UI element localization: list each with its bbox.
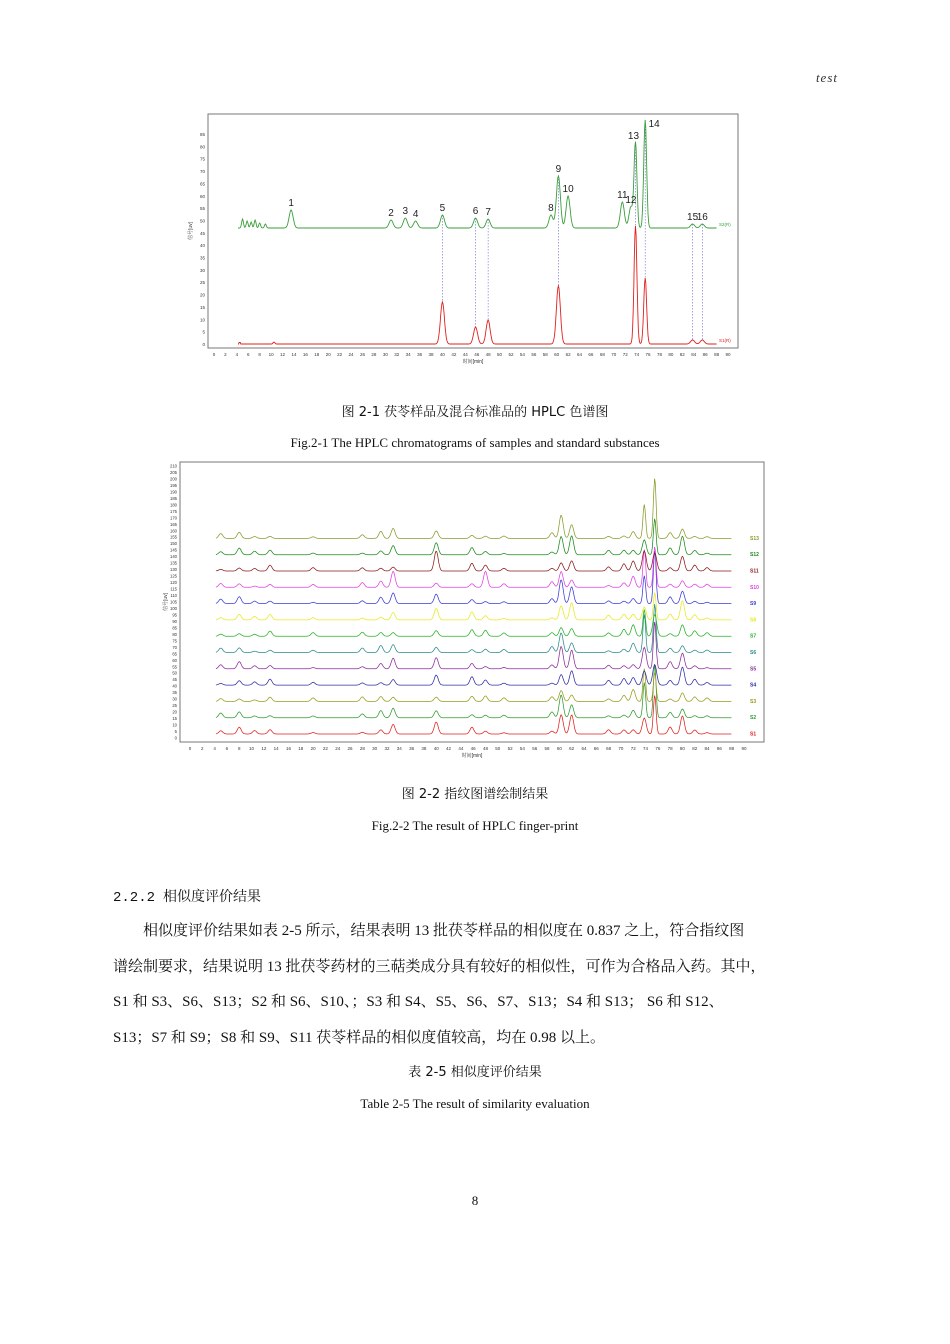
- y-tick-label: 15: [172, 716, 177, 722]
- paragraph-line: 相似度评价结果如表 2-5 所示，结果表明 13 批茯苓样品的相似度在 0.837 之上，符合指纹图: [143, 923, 745, 939]
- paragraph-line: 谱绘制要求，结果说明 13 批茯苓药材的三萜类成分具有较好的相似性，可作为合格品入药。其中，: [113, 958, 766, 975]
- y-tick-label: 105: [170, 599, 177, 605]
- x-tick-label: 28: [359, 746, 365, 751]
- peak-label: 4: [412, 209, 419, 220]
- x-tick-label: 42: [451, 352, 457, 357]
- series-label: S13: [750, 535, 759, 542]
- y-tick-label: 15: [199, 304, 205, 310]
- x-tick-label: 80: [668, 352, 674, 357]
- figure-1-chromatogram: [180, 108, 770, 370]
- peak-label: 12: [625, 195, 637, 206]
- figure-1-caption-cn: 图 2-1 茯苓样品及混合标准品的 HPLC 色谱图: [341, 405, 609, 420]
- x-tick-label: 78: [667, 746, 673, 751]
- x-tick-label: 74: [643, 746, 649, 751]
- peak-label: 9: [555, 164, 562, 175]
- y-tick-label: 70: [199, 169, 205, 175]
- x-tick-label: 38: [428, 352, 434, 357]
- table-caption-cn: 表 2-5 相似度评价结果: [408, 1065, 542, 1080]
- x-tick-label: 48: [482, 746, 488, 751]
- series-label: S7: [750, 633, 757, 640]
- y-tick-label: 90: [172, 618, 177, 624]
- peak-label: 5: [439, 203, 446, 214]
- x-tick-label: 50: [495, 746, 501, 751]
- x-tick-label: 32: [394, 352, 400, 357]
- x-tick-label: 30: [372, 746, 378, 751]
- y-tick-label: 10: [172, 722, 177, 728]
- series-label: S3: [750, 698, 757, 705]
- y-tick-label: 210: [170, 463, 177, 469]
- x-tick-label: 44: [462, 352, 468, 357]
- x-tick-label: 16: [285, 746, 291, 751]
- y-tick-label: 185: [170, 495, 177, 501]
- y-tick-label: 65: [199, 181, 205, 187]
- y-tick-label: 35: [199, 255, 205, 261]
- x-tick-label: 6: [225, 746, 229, 751]
- peak-label: 10: [562, 184, 574, 195]
- x-tick-label: 18: [298, 746, 304, 751]
- y-tick-label: 135: [170, 560, 177, 566]
- series-label: S12: [750, 552, 759, 559]
- x-tick-label: 54: [519, 746, 525, 751]
- y-tick-label: 100: [170, 605, 177, 611]
- y-tick-label: 190: [170, 489, 177, 495]
- figure-2-caption-en: Fig.2-2 The result of HPLC finger-print: [371, 818, 579, 833]
- x-tick-label: 8: [258, 352, 261, 357]
- page-number: 8: [471, 1193, 479, 1208]
- y-tick-label: 25: [172, 703, 177, 709]
- x-tick-label: 36: [409, 746, 415, 751]
- x-tick-label: 46: [470, 746, 476, 751]
- peak-label: 2: [388, 208, 394, 219]
- y-tick-label: 175: [170, 508, 177, 514]
- x-tick-label: 82: [692, 746, 698, 751]
- x-tick-label: 0: [212, 352, 216, 357]
- x-tick-label: 84: [691, 352, 697, 357]
- y-tick-label: 30: [172, 696, 177, 702]
- x-tick-label: 38: [421, 746, 427, 751]
- y-tick-label: 10: [199, 317, 205, 323]
- y-tick-label: 80: [199, 144, 205, 150]
- x-tick-label: 22: [322, 746, 328, 751]
- y-axis-label: 信号[uv]: [163, 592, 169, 612]
- series-line: [216, 665, 732, 718]
- x-tick-label: 88: [714, 352, 720, 357]
- y-tick-label: 20: [199, 292, 205, 298]
- x-tick-label: 50: [497, 352, 503, 357]
- y-tick-label: 40: [172, 683, 177, 689]
- trace-label: S2(R): [719, 222, 731, 227]
- x-tick-label: 40: [439, 352, 445, 357]
- figure-2-fingerprint: [158, 458, 790, 762]
- y-tick-label: 75: [199, 156, 205, 162]
- x-tick-label: 70: [611, 352, 617, 357]
- x-tick-label: 14: [273, 746, 279, 751]
- y-tick-label: 25: [199, 280, 205, 286]
- x-tick-label: 34: [396, 746, 402, 751]
- x-tick-label: 52: [508, 352, 514, 357]
- y-tick-label: 5: [202, 329, 205, 335]
- x-tick-label: 32: [384, 746, 390, 751]
- x-tick-label: 44: [458, 746, 464, 751]
- x-tick-label: 2: [201, 746, 204, 751]
- x-tick-label: 0: [188, 746, 192, 751]
- series-label: S8: [750, 617, 757, 624]
- table-caption-en: Table 2-5 The result of similarity evaluation: [360, 1096, 590, 1111]
- y-tick-label: 130: [170, 567, 177, 573]
- x-tick-label: 62: [565, 352, 571, 357]
- x-axis-label: 时间[min]: [462, 359, 484, 365]
- y-tick-label: 170: [170, 515, 177, 521]
- paragraph-line: S13；S7 和 S9；S8 和 S9、S11 茯苓样品的相似度值较高，均在 0.98 以上。: [113, 1029, 605, 1046]
- peak-label: 13: [627, 131, 640, 142]
- section-number: 2.2.2: [113, 890, 156, 906]
- peak-label: 15: [687, 212, 699, 223]
- x-tick-label: 14: [291, 352, 297, 357]
- y-tick-label: 45: [172, 677, 177, 683]
- y-tick-label: 65: [172, 651, 177, 657]
- x-tick-label: 42: [446, 746, 452, 751]
- x-tick-label: 90: [725, 352, 731, 357]
- y-tick-label: 205: [170, 469, 177, 475]
- figure-1-caption-en: Fig.2-1 The HPLC chromatograms of samples and standard substances: [290, 435, 660, 450]
- y-tick-label: 0: [174, 735, 177, 741]
- y-tick-label: 95: [172, 612, 177, 618]
- peak-label: 14: [648, 119, 660, 130]
- x-tick-label: 4: [213, 746, 216, 751]
- x-tick-label: 68: [599, 352, 605, 357]
- y-tick-label: 50: [199, 218, 205, 224]
- x-tick-label: 54: [519, 352, 525, 357]
- y-tick-label: 160: [170, 528, 177, 534]
- y-tick-label: 120: [170, 580, 177, 586]
- x-tick-label: 26: [359, 352, 365, 357]
- x-tick-label: 24: [335, 746, 341, 751]
- series-label: S11: [750, 568, 759, 575]
- y-tick-label: 70: [172, 644, 177, 650]
- peak-label: 11: [617, 190, 628, 201]
- y-tick-label: 155: [170, 534, 177, 540]
- x-tick-label: 60: [554, 352, 560, 357]
- x-tick-label: 28: [371, 352, 377, 357]
- y-tick-label: 50: [172, 670, 177, 676]
- x-tick-label: 84: [704, 746, 710, 751]
- x-tick-label: 34: [405, 352, 411, 357]
- section-title: 相似度评价结果: [163, 889, 262, 905]
- x-tick-label: 62: [569, 746, 575, 751]
- y-tick-label: 85: [199, 132, 205, 137]
- x-tick-label: 58: [544, 746, 550, 751]
- trace-label: S1(R): [719, 338, 731, 343]
- series-label: S4: [750, 682, 757, 689]
- peak-label: 3: [402, 206, 409, 217]
- x-tick-label: 90: [741, 746, 747, 751]
- x-axis-label: 时间[min]: [461, 753, 483, 759]
- section-paragraph: [113, 914, 843, 1056]
- series-label: S9: [750, 601, 757, 608]
- y-tick-label: 60: [199, 193, 205, 199]
- y-tick-label: 75: [172, 638, 177, 644]
- y-tick-label: 45: [199, 230, 205, 236]
- x-tick-label: 10: [268, 352, 274, 357]
- y-tick-label: 150: [170, 541, 177, 547]
- y-tick-label: 60: [172, 657, 177, 663]
- x-tick-label: 70: [618, 746, 624, 751]
- x-tick-label: 4: [235, 352, 239, 357]
- paragraph-line: S1 和 S3、S6、S13；S2 和 S6、S10、；S3 和 S4、S5、S6、S7、S13；S4 和 S13； S6 和 S12、: [113, 994, 724, 1010]
- x-tick-label: 48: [485, 352, 491, 357]
- x-tick-label: 20: [325, 352, 331, 357]
- x-tick-label: 86: [702, 352, 708, 357]
- x-tick-label: 64: [577, 352, 583, 357]
- y-tick-label: 55: [199, 206, 205, 212]
- series-label: S5: [750, 666, 757, 673]
- y-tick-label: 0: [202, 342, 205, 347]
- y-tick-label: 125: [170, 573, 177, 579]
- trace-line: [238, 226, 717, 344]
- x-tick-label: 26: [347, 746, 353, 751]
- y-tick-label: 165: [170, 521, 177, 527]
- x-tick-label: 52: [507, 746, 513, 751]
- plot-frame: [208, 114, 738, 348]
- x-tick-label: 86: [716, 746, 722, 751]
- x-tick-label: 20: [310, 746, 316, 751]
- x-tick-label: 76: [645, 352, 651, 357]
- x-tick-label: 18: [314, 352, 320, 357]
- x-tick-label: 66: [593, 746, 599, 751]
- y-axis-label: 信号[uv]: [188, 221, 194, 241]
- y-tick-label: 85: [172, 625, 177, 631]
- y-tick-label: 40: [199, 243, 205, 249]
- series-label: S6: [750, 650, 757, 656]
- x-tick-label: 8: [237, 746, 241, 751]
- y-tick-label: 110: [170, 593, 177, 599]
- x-tick-label: 56: [531, 352, 537, 357]
- header-note: test: [815, 70, 838, 85]
- x-tick-label: 64: [581, 746, 587, 751]
- x-tick-label: 2: [224, 352, 227, 357]
- y-tick-label: 55: [172, 664, 177, 670]
- peak-label: 8: [548, 203, 554, 214]
- x-tick-label: 22: [337, 352, 343, 357]
- y-tick-label: 115: [170, 586, 177, 592]
- x-tick-label: 12: [261, 746, 267, 751]
- x-tick-label: 72: [630, 746, 636, 751]
- y-tick-label: 30: [199, 267, 205, 273]
- y-tick-label: 5: [174, 729, 177, 735]
- y-tick-label: 180: [170, 502, 177, 508]
- y-tick-label: 20: [172, 709, 177, 715]
- series-line: [216, 479, 732, 539]
- peak-label: 7: [485, 207, 491, 218]
- series-label: S10: [750, 584, 759, 591]
- y-tick-label: 145: [170, 547, 177, 553]
- y-tick-label: 80: [172, 631, 177, 637]
- x-tick-label: 40: [433, 746, 439, 751]
- x-tick-label: 46: [474, 352, 480, 357]
- peak-label: 16: [696, 212, 708, 223]
- peak-label: 6: [472, 206, 479, 217]
- x-tick-label: 82: [679, 352, 685, 357]
- x-tick-label: 30: [382, 352, 388, 357]
- x-tick-label: 60: [556, 746, 562, 751]
- peak-label: 1: [288, 198, 294, 209]
- y-tick-label: 140: [170, 554, 177, 560]
- series-line: [216, 622, 732, 669]
- x-tick-label: 72: [622, 352, 628, 357]
- series-line: [216, 547, 732, 587]
- section-heading: [113, 886, 261, 906]
- x-tick-label: 56: [532, 746, 538, 751]
- y-tick-label: 35: [172, 690, 177, 696]
- x-tick-label: 6: [247, 352, 250, 357]
- x-tick-label: 76: [655, 746, 661, 751]
- x-tick-label: 24: [348, 352, 354, 357]
- x-tick-label: 16: [302, 352, 308, 357]
- figure-2-caption-cn: 图 2-2 指纹图谱绘制结果: [401, 787, 549, 802]
- x-tick-label: 68: [606, 746, 612, 751]
- y-tick-label: 195: [170, 482, 177, 488]
- x-tick-label: 36: [417, 352, 423, 357]
- x-tick-label: 66: [588, 352, 594, 357]
- x-tick-label: 12: [280, 352, 286, 357]
- x-tick-label: 10: [249, 746, 255, 751]
- x-tick-label: 88: [729, 746, 735, 751]
- y-tick-label: 200: [170, 476, 177, 482]
- series-label: S1: [750, 731, 757, 738]
- x-tick-label: 78: [656, 352, 662, 357]
- x-tick-label: 58: [542, 352, 548, 357]
- x-tick-label: 80: [679, 746, 685, 751]
- x-tick-label: 74: [634, 352, 640, 357]
- series-label: S2: [750, 715, 757, 722]
